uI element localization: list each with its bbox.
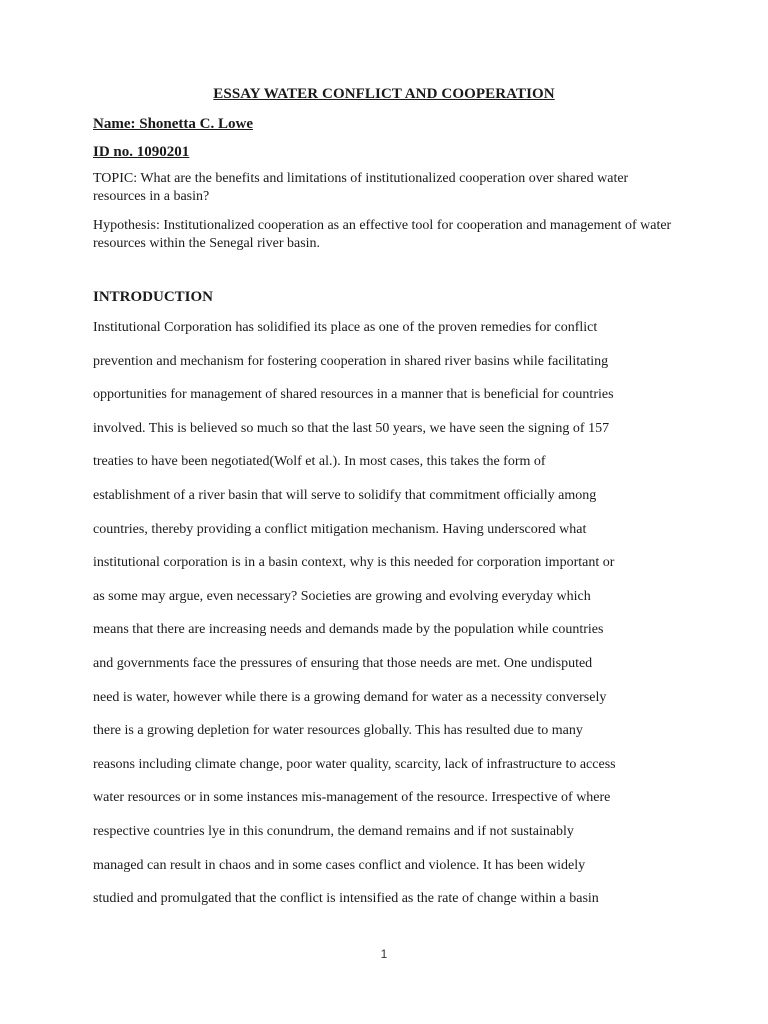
body-text-line: involved. This is believed so much so that the last 50 years, we have seen the signing of 157 xyxy=(93,420,610,436)
body-text-line: respective countries lye in this conundrum, the demand remains and if not sustainably xyxy=(93,823,574,839)
body-text-line: means that there are increasing needs and demands made by the population while countries xyxy=(93,622,604,638)
body-text-line: countries, thereby providing a conflict mitigation mechanism. Having underscored what xyxy=(93,521,587,537)
body-text-line: treaties to have been negotiated(Wolf et al.). In most cases, this takes the form of xyxy=(93,454,546,470)
body-text-line: need is water, however while there is a growing demand for water as a necessity conversely xyxy=(93,689,607,705)
body-text-line: prevention and mechanism for fostering cooperation in shared river basins while facilitating xyxy=(93,353,609,369)
body-text-line: and governments face the pressures of ensuring that those needs are met. One undisputed xyxy=(93,655,593,671)
body-text-line: reasons including climate change, poor water quality, scarcity, lack of infrastructure to access xyxy=(93,756,616,772)
author-name: Name: Shonetta C. Lowe xyxy=(93,116,253,132)
page-number: 1 xyxy=(380,947,388,961)
section-heading: INTRODUCTION xyxy=(93,289,214,305)
body-text-line: there is a growing depletion for water resources globally. This has resulted due to many xyxy=(93,723,583,739)
body-text-line: managed can result in chaos and in some cases conflict and violence. It has been widely xyxy=(93,857,586,873)
body-text-line: institutional corporation is in a basin context, why is this needed for corporation important or xyxy=(93,555,615,571)
body-text-line: water resources or in some instances mis-management of the resource. Irrespective of where xyxy=(93,790,611,806)
hypothesis-paragraph: Hypothesis: Institutionalized cooperation as an effective tool for cooperation and management of water resources within the Senegal river basin. xyxy=(93,218,672,251)
document-title: ESSAY WATER CONFLICT AND COOPERATION xyxy=(213,86,555,102)
body-text xyxy=(93,318,693,923)
body-text-line: opportunities for management of shared resources in a manner that is beneficial for countries xyxy=(93,387,614,403)
topic-paragraph: TOPIC: What are the benefits and limitations of institutionalized cooperation over shared water resources in a basin? xyxy=(93,171,629,204)
body-text-line: studied and promulgated that the conflict is intensified as the rate of change within a basin xyxy=(93,891,599,907)
body-text-line: establishment of a river basin that will serve to solidify that commitment officially among xyxy=(93,487,597,503)
id-number: ID no. 1090201 xyxy=(93,144,190,160)
body-text-line: Institutional Corporation has solidified its place as one of the proven remedies for conflict xyxy=(93,320,598,335)
body-text-line: as some may argue, even necessary? Societies are growing and evolving everyday which xyxy=(93,588,591,604)
